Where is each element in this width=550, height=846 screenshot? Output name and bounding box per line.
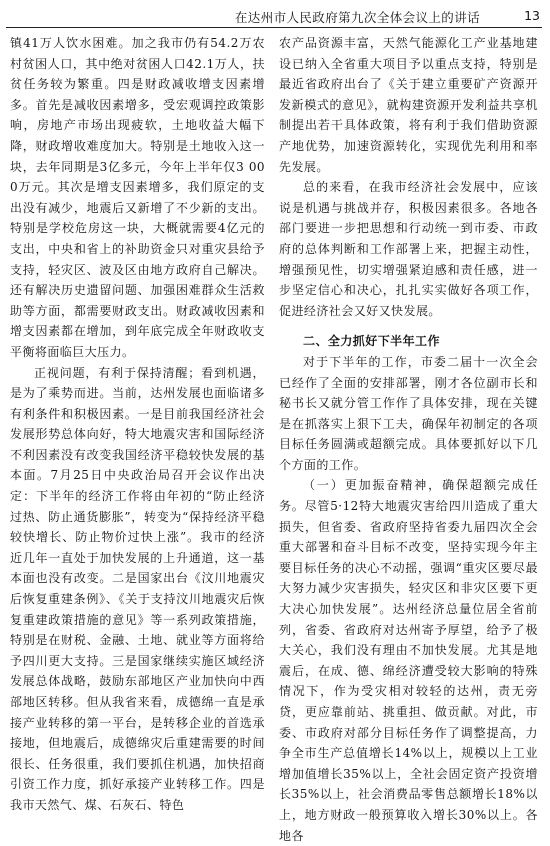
paragraph-task-one: （一）更加振奋精神，确保超额完成任务。尽管5·12特大地震灾害给四川造成了重大损失，但省委、省政府坚持省委九届四次全会重大部署和奋斗目标不改变，坚持实现今年主要目标任务的决心不动摇，强调“重灾区要尽最大努力减少灾害损失，轻灾区和非灾区要下更大决心加快发展”。达州经济总量位居全省前列，省委、省政府对达州寄予厚望，给予了极大关心，我们没有理由不加快发展。尤其是地震后，在成、德、绵经济遭受较大影响的特殊情况下，作为受灾相对较轻的达州，责无旁贷，更应靠前站、挑重担、做贡献。对此，市委、市政府对部分目标任务作了调整提高，力争全市生产总值增长14%以上，规模以上工业增加值增长35%以上，全社会固定资产投资增长35%以上，社会消费品零售总额增长18%以上，地方财政一般预算收入增长30%以上。各地各 (279, 478, 538, 843)
page-number: 13 (524, 8, 540, 23)
header-title: 在达州市人民政府第九次全体会议上的讲话 (234, 10, 480, 25)
paragraph-summary: 总的来看，在我市经济社会发展中，应该说是机遇与挑战并存，积极因素很多。各地各部门要进一步把思想和行动统一到市委、市政府的总体判断和工作部署上来，把握主动性，增强预见性，切实增强紧迫感和责任感，进一步坚定信心和决心，扎扎实实做好各项工作，促进经济社会又好又快发展。 (279, 180, 538, 318)
section-heading: 二、全力抓好下半年工作 (303, 334, 440, 349)
paragraph-opportunities: 正视问题，有利于保持清醒；看到机遇，是为了乘势而进。当前，达州发展也面临诸多有利条件和积极因素。一是目前我国经济社会发展形势总体向好，特大地震灾害和国际经济不利因素没有改变我国经济平稳较快发展的基本面。7月25日中央政治局召开会议作出决定：下半年的经济工作将由年初的“防止经济过热、防止通货膨胀”，转变为“保持经济平稳较快增长、防止物价过快上涨”。我市的经济近几年一直处于加快发展的上升通道，这一基本面也没有改变。二是国家出台《汶川地震灾后恢复重建条例》、《关于支持汶川地震灾后恢复重建政策措施的意见》等一系列政策措施，特别是在财税、金融、土地、就业等方面将给予四川更大支持。三是国家继续实施区域经济发展总体战略，鼓励东部地区产业加快向中西部地区转移。但从我省来看，成德绵一直是承接产业转移的第一平台，是转移企业的首选承接地，但地震后，成德绵灾后重建需要的时间很长、任务很重，我们要抓住机遇，加快招商引资工作力度，抓好承接产业转移工作。四是我市天然气、煤、石灰石、特色 (10, 365, 265, 812)
paragraph-resources: 农产品资源丰富，天然气能源化工产业基地建设已纳入全省重大项目予以重点支持，特别是最近省政府出台了《关于建立重要矿产资源开发新模式的意见》，就构建资源开发利益共享机制提出若干具体政策，将有利于我们借助资源产地优势，加速资源转化，实现优先利用和率先发展。 (279, 36, 538, 174)
paragraph-second-half-intro: 对于下半年的工作，市委二届十一次全会已经作了全面的安排部署，刚才各位副市长和秘书长又就分管工作作了具体安排，现在关键是在抓落实上狠下工夫，确保年初制定的各项目标任务圆满或超额完成。具体要抓好以下几个方面的工作。 (279, 354, 538, 472)
left-column (10, 33, 265, 818)
header-rule (6, 27, 542, 28)
running-header (0, 6, 550, 28)
paragraph-finance-pressure: 镇41万人饮水困难。加之我市仍有54.2万农村贫困人口，其中绝对贫困人口42.1万人，扶贫任务较为繁重。四是财政减收增支因素增多。首先是减收因素增多，受宏观调控政策影响，房地产市场出现疲软，土地收益大幅下降，财政增收难度加大。特别是土地收入这一块，去年同期是3亿多元，今年上半年仅3 000万元。其次是增支因素增多，我们原定的支出没有减少，地震后又新增了不少新的支出。特别是学校危房这一块，大概就需要4亿元的支出，中央和省上的补助资金只对重灾县给予支持，轻灾区、波及区由地方政府自己解决。还有解决历史遗留问题、加强困难群众生活救助等方面，都需要财政支出。财政减收因素和增支因素都在增加，到年底完成全年财政收支平衡将面临巨大压力。 (10, 36, 265, 359)
spacer (279, 321, 538, 331)
right-column (279, 33, 538, 843)
